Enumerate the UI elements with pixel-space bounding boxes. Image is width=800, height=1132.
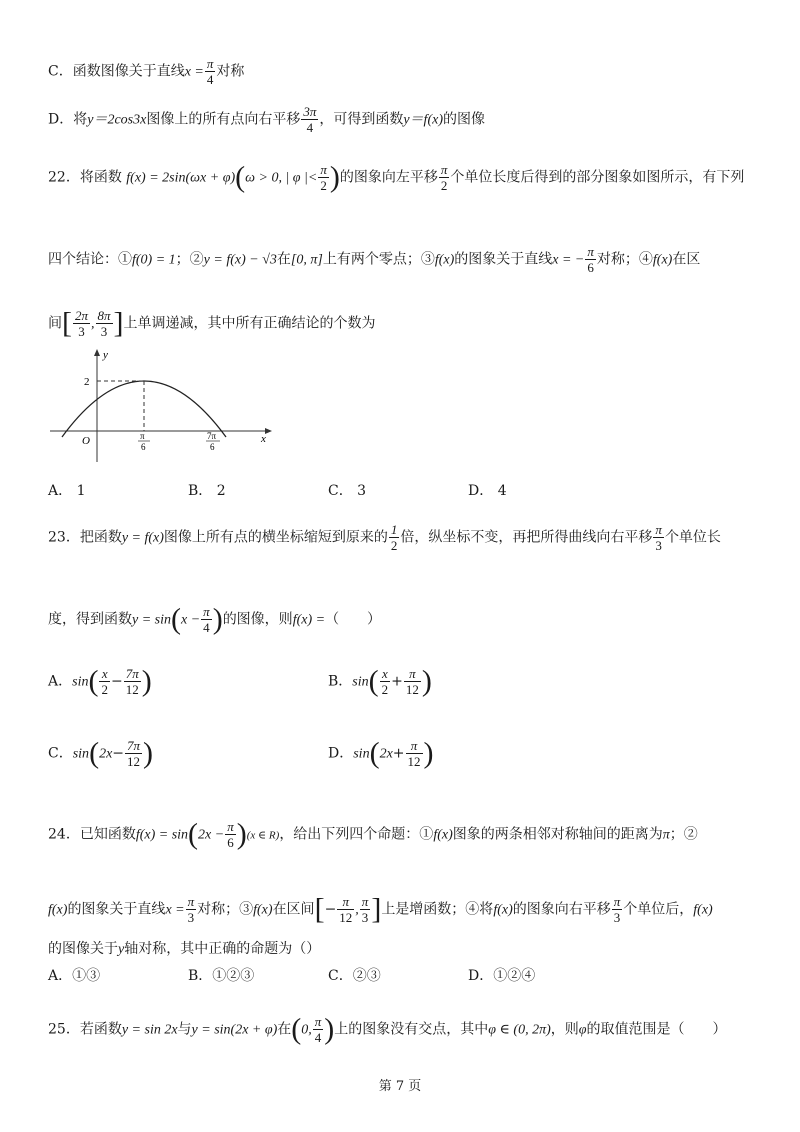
zero-x-num: 7π — [207, 431, 217, 441]
q23-option-b[interactable]: B．sin( $\frac{x}{2}$ + $\frac{\pi}{12}$ ) — [328, 664, 432, 698]
q22-stem-line3: 间[ $\frac{2\pi}{3}$ , $\frac{8\pi}{3}$ ]上单调递减，其中所有正确结论的个数为 — [48, 306, 376, 340]
q22-option-b[interactable]: B． 2 — [188, 483, 226, 499]
q24-stem-line3: 的图像关于y轴对称，其中正确的命题为（） — [48, 941, 321, 957]
zero-x-den: 6 — [210, 442, 215, 452]
q21-option-c: C．函数图像关于直线x = $\frac{\pi}{4}$ 对称 — [48, 56, 245, 87]
q24-option-a[interactable]: A．①③ — [48, 968, 101, 984]
q23-option-d[interactable]: D．sin(2x+ $\frac{\pi}{12}$ ) — [328, 736, 434, 770]
q23-stem-line1: 23．把函数y = f(x)图像上所有点的横坐标缩短到原来的 $\frac{1}{2}$ 倍，纵坐标不变，再把所得曲线向右平移 $\frac{\pi}{3}$ 个单位长 — [48, 522, 721, 553]
q22-option-c[interactable]: C． 3 — [328, 483, 367, 499]
y-axis-label: y — [103, 349, 108, 361]
q22-stem-line1: 22．将函数 f(x) = 2sin(ωx + φ)(ω > 0, | φ |< $\frac{\pi}{2}$ )的图象向左平移 $\frac{\pi}{2}$ 个单位长度后得到的部分图象如图所示，有下列 — [48, 160, 745, 194]
q22-stem-line2: 四个结论：①f(0) = 1；②y = f(x) − √3在[0, π]上有两个零点；③f(x)的图象关于直线x = − $\frac{\pi}{6}$ 对称；④f(x)在区 — [48, 244, 701, 275]
page-footer: 第 7 页 — [378, 1079, 422, 1094]
q24-option-d[interactable]: D．①②④ — [468, 968, 536, 984]
q22-option-d[interactable]: D． 4 — [468, 483, 507, 499]
q23-stem-line2: 度，得到函数y = sin(x − $\frac{\pi}{4}$ )的图像，则f(x) =（ ） — [48, 602, 382, 636]
max-value-label: 2 — [84, 376, 90, 388]
q23-option-a[interactable]: A．sin( $\frac{x}{2}$ − $\frac{7\pi}{12}$ ) — [48, 664, 152, 698]
origin-label: O — [82, 435, 90, 447]
y-axis-arrow — [94, 349, 100, 356]
q24-stem-line2: f(x)的图象关于直线x = $\frac{\pi}{3}$ 对称；③f(x)在区间[− $\frac{\pi}{12}$ , $\frac{\pi}{3}$ ]上是增函数；④将f(x)的图象向右平移 $\frac{\pi}{3}$ 个单位后，f(x) — [48, 892, 713, 926]
peak-x-num: π — [140, 431, 145, 441]
q23-option-c[interactable]: C．sin(2x− $\frac{7\pi}{12}$ ) — [48, 736, 154, 770]
q24-option-c[interactable]: C．②③ — [328, 968, 381, 984]
q22-sine-graph — [40, 348, 280, 466]
x-axis-arrow — [265, 428, 272, 434]
x-axis-label: x — [261, 433, 266, 445]
q24-option-b[interactable]: B．①②③ — [188, 968, 255, 984]
q22-option-a[interactable]: A． 1 — [48, 483, 86, 499]
q25-stem: 25．若函数y = sin 2x与y = sin(2x + φ)在(0, $\frac{\pi}{4}$ )上的图象没有交点，其中φ ∈ (0, 2π)，则φ的取值范围是（ ） — [48, 1012, 727, 1046]
q21-option-d: D．将y＝2cos3x图像上的所有点向右平移 $\frac{3\pi}{4}$ ，可得到函数y＝f(x)的图像 — [48, 104, 485, 135]
peak-x-den: 6 — [141, 442, 146, 452]
q24-stem-line1: 24．已知函数f(x) = sin(2x − $\frac{\pi}{6}$ )(x ∈ R)，给出下列四个命题：①f(x)图象的两条相邻对称轴间的距离为π；② — [48, 817, 698, 851]
